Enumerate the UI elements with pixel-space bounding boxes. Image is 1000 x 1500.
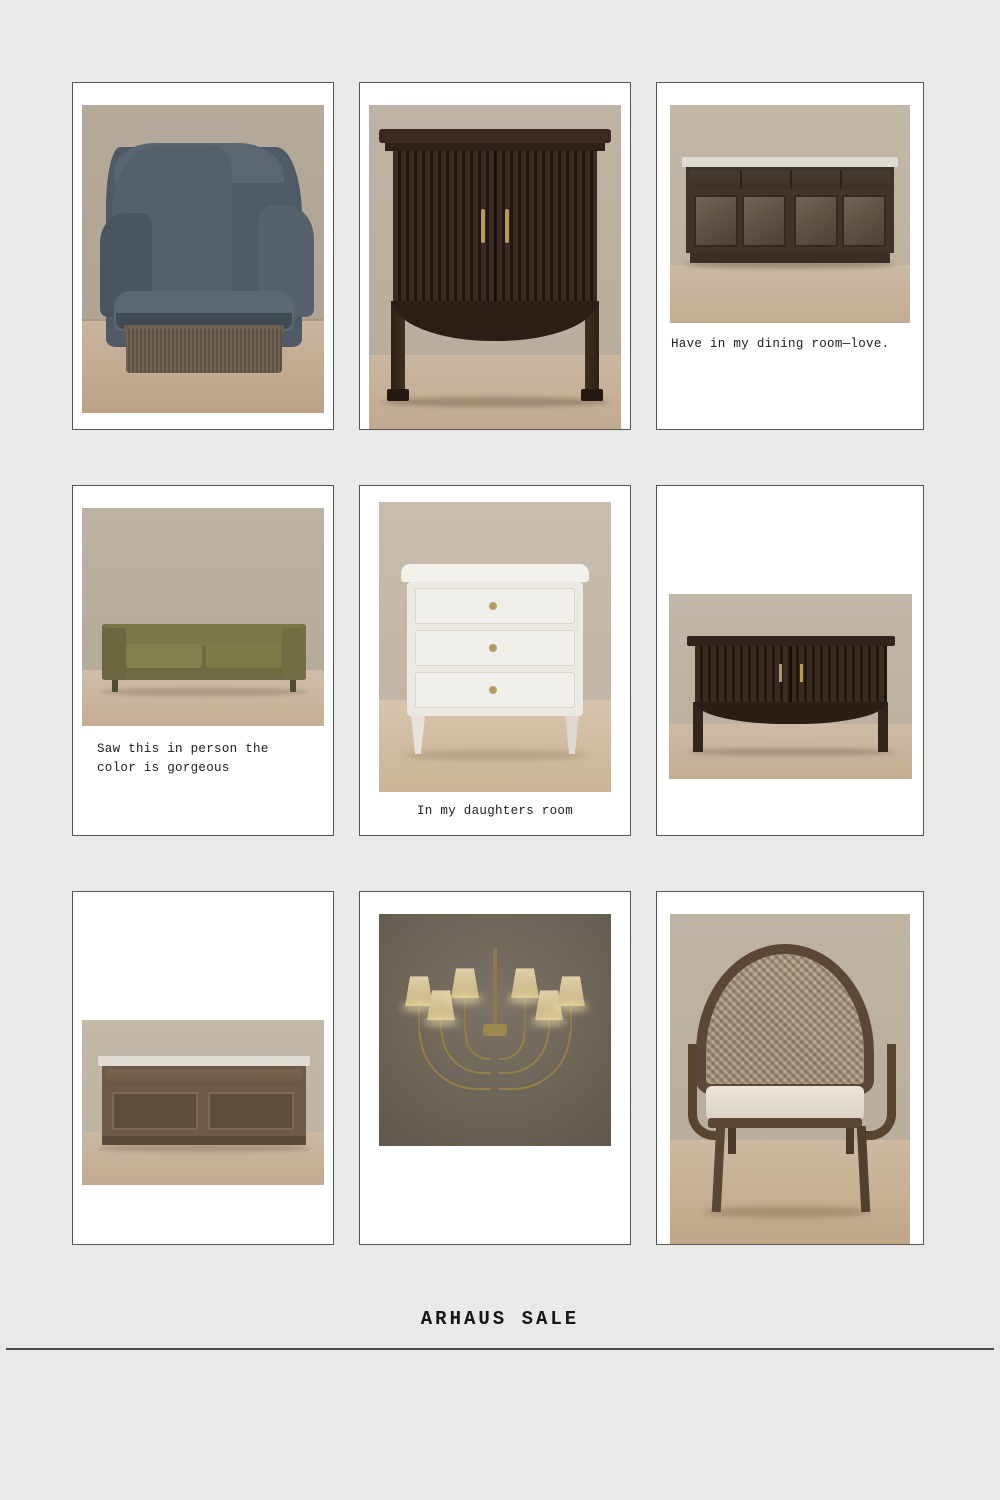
cabinet-top-edge — [385, 143, 605, 151]
list-item[interactable] — [656, 891, 924, 1245]
sideboard-base — [102, 1136, 306, 1145]
chair-fringe — [126, 329, 282, 373]
sofa-cushion-left — [126, 644, 202, 668]
product-image-wood-sideboard-stone-top[interactable] — [82, 1020, 324, 1185]
cabinet-door-split — [494, 151, 496, 301]
sofa-leg-left — [112, 680, 118, 692]
sideboard-drawer-row — [106, 1070, 302, 1086]
nightstand-knob — [489, 686, 497, 694]
sideboard-stone-top — [682, 157, 898, 167]
product-image-fringed-swivel-chair[interactable] — [82, 105, 324, 413]
sideboard-stone-top — [98, 1056, 310, 1066]
chair-seat-apron — [708, 1118, 862, 1128]
card-caption: Saw this in person the color is gorgeous — [97, 742, 269, 776]
cabinet-pull-left — [481, 209, 485, 243]
footer-divider — [6, 1348, 994, 1350]
list-item[interactable] — [656, 485, 924, 836]
chandelier-rod — [493, 948, 497, 1030]
sideboard-glass-door — [794, 195, 838, 247]
list-item[interactable] — [359, 485, 631, 836]
credenza-pull-left — [779, 664, 782, 682]
scene-floor — [670, 265, 910, 323]
credenza-pull-right — [800, 664, 803, 682]
card-caption: In my daughters room — [416, 804, 574, 818]
nightstand-knob — [489, 602, 497, 610]
list-item[interactable] — [72, 891, 334, 1245]
product-grid — [72, 82, 928, 1245]
product-image-glass-front-sideboard[interactable] — [670, 105, 910, 323]
list-item[interactable] — [656, 82, 924, 430]
product-image-white-three-drawer-nightstand[interactable] — [379, 502, 611, 792]
list-item[interactable] — [72, 82, 334, 430]
credenza-top — [687, 636, 895, 646]
sideboard-panel-door — [112, 1092, 198, 1130]
product-image-six-light-chandelier[interactable] — [379, 914, 611, 1146]
list-item[interactable] — [359, 891, 631, 1245]
list-item[interactable] — [359, 82, 631, 430]
nightstand-knob — [489, 644, 497, 652]
sideboard-panel-door — [208, 1092, 294, 1130]
sofa-cushion-right — [206, 644, 282, 668]
chair-seat-cushion — [706, 1086, 864, 1120]
chair-arm-right — [866, 1044, 896, 1140]
scene-floor — [670, 1140, 910, 1244]
cabinet-foot-left — [387, 389, 409, 401]
nightstand-top — [401, 564, 589, 582]
sofa-back — [104, 624, 304, 646]
cabinet-foot-right — [581, 389, 603, 401]
product-image-fluted-dark-credenza[interactable] — [669, 594, 912, 779]
product-image-cane-back-arm-chair[interactable] — [670, 914, 910, 1244]
list-item[interactable] — [72, 485, 334, 836]
sideboard-glass-door — [742, 195, 786, 247]
credenza-shadow — [687, 748, 895, 756]
nightstand-shadow — [403, 750, 587, 760]
cabinet-top — [379, 129, 611, 143]
page-title: ARHAUS SALE — [420, 1308, 580, 1330]
product-image-fluted-dark-cabinet-tall[interactable] — [369, 105, 621, 429]
sideboard-glass-door — [842, 195, 886, 247]
cabinet-shadow — [381, 397, 609, 407]
sideboard-drawer-divider — [740, 171, 742, 189]
sofa-leg-right — [290, 680, 296, 692]
sideboard-drawer-divider — [840, 171, 842, 189]
credenza-door-split — [790, 646, 792, 702]
sofa-shadow — [100, 688, 308, 696]
sofa-arm-left — [102, 628, 126, 680]
product-image-olive-sofa[interactable] — [82, 508, 324, 726]
sideboard-base — [690, 253, 890, 263]
cabinet-pull-right — [505, 209, 509, 243]
sofa-arm-right — [282, 628, 306, 680]
sideboard-drawer-divider — [790, 171, 792, 189]
sideboard-glass-door — [694, 195, 738, 247]
card-caption: Have in my dining room—love. — [671, 337, 890, 351]
